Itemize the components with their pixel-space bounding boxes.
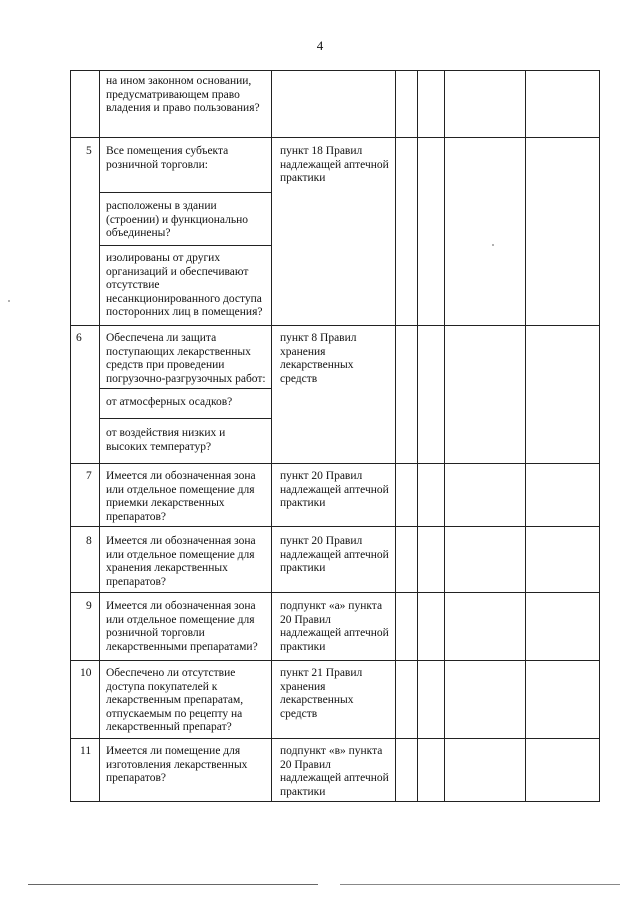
table-rule (99, 70, 100, 802)
table-rule (599, 70, 600, 802)
table-rule (70, 592, 600, 593)
question-text: изолированы от других организаций и обеспечивают отсутствие несанкционированного доступа посторонних лиц в помещения? (106, 252, 263, 318)
checklist-table (70, 70, 600, 802)
scan-speck (492, 244, 494, 246)
row-number: 5 (86, 145, 92, 157)
scan-edge-line (340, 884, 620, 885)
reference-text: пункт 20 Правил надлежащей аптечной практики (280, 535, 389, 574)
reference-text: подпункт «в» пункта 20 Правил надлежащей аптечной практики (280, 745, 389, 798)
subrow-rule (99, 192, 271, 193)
table-rule (525, 70, 526, 802)
question-text: Все помещения субъекта розничной торговли: (106, 145, 229, 171)
row-number: 8 (86, 535, 92, 547)
row-number: 11 (80, 745, 92, 757)
question-text: расположены в здании (строении) и функционально объединены? (106, 200, 249, 239)
question-text: от воздействия низких и высоких температур? (106, 427, 226, 453)
table-rule (417, 70, 418, 802)
table-rule (70, 463, 600, 464)
reference-text: подпункт «а» пункта 20 Правил надлежащей аптечной практики (280, 600, 389, 653)
scan-speck (8, 300, 10, 302)
reference-text: пункт 18 Правил надлежащей аптечной практики (280, 145, 389, 184)
table-rule (70, 70, 71, 802)
subrow-rule (99, 418, 271, 419)
table-rule (70, 526, 600, 527)
table-rule (395, 70, 396, 802)
question-text: Обеспечена ли защита поступающих лекарственных средств при проведении погрузочно-разгрузочных работ: (106, 332, 266, 385)
page-number: 4 (316, 38, 324, 53)
reference-text: пункт 8 Правил хранения лекарственных средств (280, 332, 357, 385)
question-text: Имеется ли обозначенная зона или отдельное помещение для хранения лекарственных препаратов? (106, 535, 256, 588)
row-number: 7 (86, 470, 92, 482)
table-rule (70, 137, 600, 138)
row-number: 10 (80, 667, 92, 679)
row-number: 9 (86, 600, 92, 612)
question-text: Обеспечено ли отсутствие доступа покупателей к лекарственным препаратам, отпускаемым по рецепту на лекарственный препарат? (106, 667, 244, 733)
reference-text: пункт 20 Правил надлежащей аптечной практики (280, 470, 389, 509)
table-rule (70, 70, 600, 71)
question-text: Имеется ли обозначенная зона или отдельное помещение для розничной торговли лекарственными препаратами? (106, 600, 258, 653)
subrow-rule (99, 388, 271, 389)
subrow-rule (99, 245, 271, 246)
table-rule (271, 70, 272, 802)
row-number: 6 (76, 332, 82, 344)
table-rule (70, 738, 600, 739)
table-rule (70, 801, 600, 802)
scan-edge-line (28, 884, 318, 885)
question-text: Имеется ли обозначенная зона или отдельное помещение для приемки лекарственных препаратов? (106, 470, 256, 523)
question-text: Имеется ли помещение для изготовления лекарственных препаратов? (106, 745, 248, 784)
reference-text: пункт 21 Правил хранения лекарственных средств (280, 667, 363, 720)
question-text: от атмосферных осадков? (106, 396, 233, 408)
table-rule (444, 70, 445, 802)
table-rule (70, 325, 600, 326)
table-rule (70, 660, 600, 661)
question-text: на ином законном основании, предусматривающем право владения и право пользования? (106, 75, 260, 114)
